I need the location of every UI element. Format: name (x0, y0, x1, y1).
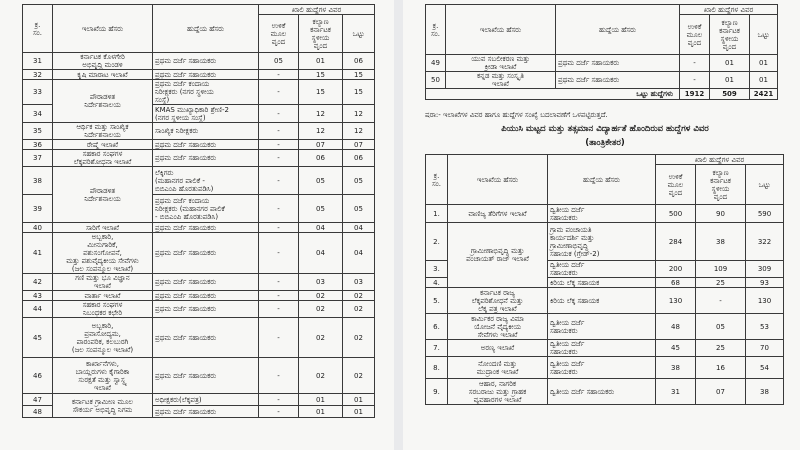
row-sl: 33 (23, 80, 53, 105)
row-total: 70 (746, 340, 784, 357)
row-dept: ಯುವ ಸಬಲೀಕರಣ ಮತ್ತು ಕ್ರೀಡಾ ಇಲಾಖೆ (446, 55, 556, 72)
table-row (426, 205, 784, 223)
row-total: 02 (343, 291, 375, 301)
row-post: ಪ್ರಥಮ ದರ್ಜೆ ಸಹಾಯಕರು (153, 406, 259, 418)
table-row (23, 274, 375, 291)
row-kk: 04 (299, 223, 343, 233)
row-dept: ಕರ್ನಾಟಕ ಗ್ರಾಮೀಣ ಮೂಲ ಸೌಕರ್ಯ ಅಭಿವೃದ್ಧಿ ನಿಗಮ (53, 394, 153, 418)
total-residual: 1912 (680, 89, 710, 100)
section-heading: ಪಿಯುಸಿ ಮಟ್ಟದ ಮತ್ತು ತತ್ಸಮಾನ ವಿದ್ಯಾರ್ಹತೆ ಹೊಂದಿರುವ ಹುದ್ದೆಗಳ ವಿವರ (501, 124, 709, 134)
row-kk: 01 (710, 72, 750, 89)
row-kk: 12 (299, 123, 343, 140)
row-residual: - (680, 55, 710, 72)
row-total: 02 (343, 358, 375, 394)
row-sl: 7. (426, 340, 448, 357)
row-dept: ಪೌರಾಡಳಿತ ನಿರ್ದೇಶನಾಲಯ (53, 80, 153, 123)
row-kk: 25 (696, 278, 746, 288)
total-row (426, 89, 778, 100)
row-kk: 01 (299, 406, 343, 418)
row-sl: 42 (23, 274, 53, 291)
row-post: ಪ್ರಥಮ ದರ್ಜೆ ಕಂದಾಯ ನಿರೀಕ್ಷಕರು (ನಗರ ಸ್ಥಳೀಯ ಸಂಸ್ಥೆ) (153, 80, 259, 105)
table-row (23, 123, 375, 140)
total-total: 2421 (750, 89, 778, 100)
row-residual: - (259, 80, 299, 105)
row-kk: 02 (299, 358, 343, 394)
row-residual: - (259, 394, 299, 406)
row-post: ಸಾಂಖ್ಯಿಕ ನಿರೀಕ್ಷಕರು (153, 123, 259, 140)
row-total: 590 (746, 205, 784, 223)
row-sl: 4. (426, 278, 448, 288)
table-row (426, 288, 784, 314)
row-post: ಅಧೀಕ್ಷಕರು(ಲೆಕ್ಕಪತ್ರ) (153, 394, 259, 406)
header-vacancy-group: ಖಾಲಿ ಹುದ್ದೆಗಳ ವಿವರ (259, 5, 375, 15)
header-vacancy-group: ಖಾಲಿ ಹುದ್ದೆಗಳ ವಿವರ (656, 155, 784, 165)
row-post: ದ್ವಿತೀಯ ದರ್ಜೆ ಸಹಾಯಕರು (548, 205, 656, 223)
table-row (23, 394, 375, 406)
row-total: 12 (343, 105, 375, 123)
table-row (426, 55, 778, 72)
row-post: ದ್ವಿತೀಯ ದರ್ಜೆ ಸಹಾಯಕರು (548, 379, 656, 405)
row-sl: 48 (23, 406, 53, 418)
row-residual: - (259, 195, 299, 223)
row-total: 02 (343, 301, 375, 318)
row-kk: 04 (299, 233, 343, 274)
row-post: KMAS ಮುಖ್ಯಾಧಿಕಾರಿ ಶ್ರೇಣಿ-2 (ನಗರ ಸ್ಥಳೀಯ ಸಂಸ್ಥೆ) (153, 105, 259, 123)
row-sl: 9. (426, 379, 448, 405)
row-residual: - (259, 274, 299, 291)
row-kk: 15 (299, 70, 343, 80)
row-post: ಪ್ರಥಮ ದರ್ಜೆ ಸಹಾಯಕರು (153, 291, 259, 301)
row-dept: ಕರ್ನಾಟಕ ರಾಜ್ಯ ಲೆಕ್ಕಪರಿಶೋಧನೆ ಮತ್ತು ಲೆಕ್ಕ ಪತ್ರ ಇಲಾಖೆ (448, 288, 548, 314)
row-sl: 39 (23, 195, 53, 223)
row-total: 309 (746, 261, 784, 278)
row-kk: 07 (299, 140, 343, 150)
row-post: ಗ್ರಾಮ ಪಂಚಾಯತಿ ಕಾರ್ಯದರ್ಶಿ ಮತ್ತು ಗ್ರಾಮೀಣಾಭಿವೃದ್ಧಿ ಸಹಾಯಕ (ಗ್ರೇಡ್-2) (548, 223, 656, 261)
row-post: ಪ್ರಥಮ ದರ್ಜೆ ಸಹಾಯಕರು (153, 140, 259, 150)
header-post: ಹುದ್ದೆಯ ಹೆಸರು (556, 5, 680, 55)
row-total: 322 (746, 223, 784, 261)
row-dept: ಕನ್ನಡ ಮತ್ತು ಸಂಸ್ಕೃತಿ ಇಲಾಖೆ (446, 72, 556, 89)
table-row (23, 140, 375, 150)
row-dept: ಕೃಷಿ ಮಾರಾಟ ಇಲಾಖೆ (53, 70, 153, 80)
row-kk: 02 (299, 291, 343, 301)
row-kk: 15 (299, 80, 343, 105)
row-residual: 200 (656, 261, 696, 278)
row-dept: ಪೌರಾಡಳಿತ ನಿರ್ದೇಶನಾಲಯ (53, 167, 153, 223)
row-total: 01 (343, 394, 375, 406)
row-residual: - (680, 72, 710, 89)
header-post: ಹುದ್ದೆಯ ಹೆಸರು (153, 5, 259, 53)
row-sl: 45 (23, 318, 53, 358)
row-sl: 32 (23, 70, 53, 80)
row-residual: 31 (656, 379, 696, 405)
row-post: ಪ್ರಥಮ ದರ್ಜೆ ಸಹಾಯಕರು (556, 55, 680, 72)
row-residual: 130 (656, 288, 696, 314)
row-kk: 90 (696, 205, 746, 223)
section-subheading: (ತಾಂತ್ರಿಕೇತರ) (585, 138, 625, 148)
row-residual: 48 (656, 314, 696, 340)
header-kk: ಕಲ್ಯಾಣ ಕರ್ನಾಟಕ ಸ್ಥಳೀಯ ವೃಂದ (696, 165, 746, 205)
table-row (23, 150, 375, 167)
row-total: 54 (746, 357, 784, 379)
header-residual: ಉಳಿಕೆ ಮೂಲ ವೃಂದ (680, 15, 710, 55)
row-sl: 1. (426, 205, 448, 223)
left-table-body (23, 53, 375, 418)
header-residual: ಉಳಿಕೆ ಮೂಲ ವೃಂದ (259, 15, 299, 53)
row-residual: - (259, 301, 299, 318)
row-kk: 02 (299, 318, 343, 358)
row-dept: ಕಾರ್ಖಾನೆಗಳು, ಬಾಯ್ಲರುಗಳು ಕೈಗಾರಿಕಾ ಸುರಕ್ಷತೆ ಮತ್ತು ಸ್ವಾಸ್ಥ್ಯ ಇಲಾಖೆ (53, 358, 153, 394)
header-vacancy-group: ಖಾಲಿ ಹುದ್ದೆಗಳ ವಿವರ (680, 5, 778, 15)
row-sl: 37 (23, 150, 53, 167)
right-bottom-body (426, 205, 784, 405)
table-row (23, 358, 375, 394)
row-dept: ಗ್ರಾಮೀಣಾಭಿವೃದ್ಧಿ ಮತ್ತು ಪಂಚಾಯತ್ ರಾಜ್ ಇಲಾಖೆ (448, 223, 548, 288)
row-residual: - (259, 233, 299, 274)
row-post: ದ್ವಿತೀಯ ದರ್ಜೆ ಸಹಾಯಕರು (548, 261, 656, 278)
row-residual: 05 (259, 53, 299, 70)
table-row (426, 223, 784, 261)
row-kk: 05 (299, 167, 343, 195)
row-residual: - (259, 105, 299, 123)
remark-note: ಷರಾ:- ಇಲಾಖೆಗಳ ವಿವರ ಹಾಗೂ ಹುದ್ದೆಗಳ ಸಂಖ್ಯೆ ಬದಲಾವಣೆಗೆ ಒಳಪಟ್ಟಿರುತ್ತದೆ. (425, 111, 608, 119)
row-dept: ಕರ್ನಾಟಕ ಕೊಳಗೇರಿ ಅಭಿವೃದ್ಧಿ ಮಂಡಳಿ (53, 53, 153, 70)
row-kk: 01 (710, 55, 750, 72)
header-kk: ಕಲ್ಯಾಣ ಕರ್ನಾಟಕ ಸ್ಥಳೀಯ ವೃಂದ (299, 15, 343, 53)
table-row (426, 314, 784, 340)
row-dept: ಅಬ್ಬಕಾರಿ, ಪ್ರವಾಸೋದ್ಯಮ, ಪಾರಂಪರಿಕ, ಕಲಬುರಗಿ (ಜಲ ಸಂಪನ್ಮೂಲ ಇಲಾಖೆ) (53, 318, 153, 358)
header-dept: ಇಲಾಖೆಯ ಹೆಸರು (53, 5, 153, 53)
right-top-body (426, 55, 778, 89)
row-total: 15 (343, 70, 375, 80)
table-row (426, 72, 778, 89)
row-post: ಪ್ರಥಮ ದರ್ಜೆ ಸಹಾಯಕರು (153, 53, 259, 70)
row-total: 01 (750, 72, 778, 89)
table-row (23, 318, 375, 358)
row-dept: ಆರ್ಥಿಕ ಮತ್ತು ಸಾಂಖ್ಯಿಕ ನಿರ್ದೇಶನಾಲಯ (53, 123, 153, 140)
row-residual: - (259, 150, 299, 167)
row-kk: - (696, 288, 746, 314)
row-dept: ಅಬ್ಬಕಾರಿ, ಮೀನುಗಾರಿಕೆ, ಪಶುಸಂಗೋಪನೆ, ಮತ್ತು ಪಶುವೈದ್ಯಕೀಯ ಸೇವೆಗಳು (ಜಲ ಸಂಪನ್ಮೂಲ ಇಲಾಖೆ) (53, 233, 153, 274)
row-sl: 47 (23, 394, 53, 406)
row-residual: - (259, 167, 299, 195)
table-row (23, 233, 375, 274)
right-top-table (425, 4, 778, 100)
row-kk: 38 (696, 223, 746, 261)
row-total: 130 (746, 288, 784, 314)
row-sl: 40 (23, 223, 53, 233)
row-post: ದ್ವಿತೀಯ ದರ್ಜೆ ಸಹಾಯಕರು (548, 340, 656, 357)
row-total: 06 (343, 53, 375, 70)
row-residual: - (259, 70, 299, 80)
row-sl: 8. (426, 357, 448, 379)
row-dept: ಗಣಿ ಮತ್ತು ಭೂ ವಿಜ್ಞಾನ ಇಲಾಖೆ (53, 274, 153, 291)
row-sl: 43 (23, 291, 53, 301)
row-total: 02 (343, 318, 375, 358)
table-row (23, 291, 375, 301)
row-residual: 38 (656, 357, 696, 379)
row-sl: 46 (23, 358, 53, 394)
row-post: ಪ್ರಥಮ ದರ್ಜೆ ಸಹಾಯಕರು (153, 274, 259, 291)
row-post: ಪ್ರಥಮ ದರ್ಜೆ ಸಹಾಯಕರು (153, 301, 259, 318)
row-post: ಪ್ರಥಮ ದರ್ಜೆ ಸಹಾಯಕರು (153, 150, 259, 167)
total-kk: 509 (710, 89, 750, 100)
row-sl: 49 (426, 55, 446, 72)
row-post: ಕಿರಿಯ ಲೆಕ್ಕ ಸಹಾಯಕ (548, 288, 656, 314)
row-kk: 01 (299, 394, 343, 406)
row-dept: ರೇಷ್ಮೆ ಇಲಾಖೆ (53, 140, 153, 150)
row-total: 03 (343, 274, 375, 291)
row-total: 12 (343, 123, 375, 140)
row-kk: 12 (299, 105, 343, 123)
row-post: ಪ್ರಥಮ ದರ್ಜೆ ಕಂದಾಯ ನಿರೀಕ್ಷಕರು (ಮಹಾನಗರ ಪಾಲಿಕೆ - ಬಿಬಿಎಂಪಿ ಹೊರತುಪಡಿಸಿ) (153, 195, 259, 223)
row-post: ಲೆಕ್ಕಿಗರು (ಮಹಾನಗರ ಪಾಲಿಕೆ - ಬಿಬಿಎಂಪಿ ಹೊರತುಪಡಿಸಿ) (153, 167, 259, 195)
row-post: ಕಿರಿಯ ಲೆಕ್ಕ ಸಹಾಯಕ (548, 278, 656, 288)
row-kk: 05 (696, 314, 746, 340)
table-row (23, 53, 375, 70)
row-post: ಪ್ರಥಮ ದರ್ಜೆ ಸಹಾಯಕರು (153, 70, 259, 80)
table-row (426, 357, 784, 379)
table-row (23, 70, 375, 80)
right-bottom-table (425, 154, 784, 405)
total-label: ಒಟ್ಟು ಹುದ್ದೆಗಳು (426, 89, 680, 100)
row-residual: - (259, 406, 299, 418)
row-post: ಪ್ರಥಮ ದರ್ಜೆ ಸಹಾಯಕರು (556, 72, 680, 89)
row-kk: 16 (696, 357, 746, 379)
row-sl: 6. (426, 314, 448, 340)
row-total: 04 (343, 223, 375, 233)
row-post: ದ್ವಿತೀಯ ದರ್ಜೆ ಸಹಾಯಕರು (548, 314, 656, 340)
row-post: ಪ್ರಥಮ ದರ್ಜೆ ಸಹಾಯಕರು (153, 318, 259, 358)
header-sl: ಕ್ರ. ಸಂ. (426, 5, 446, 55)
header-total: ಒಟ್ಟು (343, 15, 375, 53)
header-dept: ಇಲಾಖೆಯ ಹೆಸರು (448, 155, 548, 205)
header-sl: ಕ್ರ. ಸಂ. (23, 5, 53, 53)
table-row (426, 379, 784, 405)
row-total: 06 (343, 150, 375, 167)
row-total: 38 (746, 379, 784, 405)
table-row (23, 223, 375, 233)
row-kk: 01 (299, 53, 343, 70)
row-total: 53 (746, 314, 784, 340)
table-row (426, 340, 784, 357)
row-total: 04 (343, 233, 375, 274)
row-sl: 44 (23, 301, 53, 318)
row-sl: 35 (23, 123, 53, 140)
row-sl: 5. (426, 288, 448, 314)
row-residual: 284 (656, 223, 696, 261)
row-sl: 34 (23, 105, 53, 123)
row-residual: 45 (656, 340, 696, 357)
header-total: ಒಟ್ಟು (746, 165, 784, 205)
row-residual: - (259, 123, 299, 140)
row-total: 15 (343, 80, 375, 105)
header-kk: ಕಲ್ಯಾಣ ಕರ್ನಾಟಕ ಸ್ಥಳೀಯ ವೃಂದ (710, 15, 750, 55)
row-post: ದ್ವಿತೀಯ ದರ್ಜೆ ಸಹಾಯಕರು (548, 357, 656, 379)
row-dept: ಸಹಕಾರ ಸಂಘಗಳ ನಿಬಂಧಕರ ಕಛೇರಿ (53, 301, 153, 318)
row-dept: ನೋಂದಣಿ ಮತ್ತು ಮುದ್ರಾಂಕ ಇಲಾಖೆ (448, 357, 548, 379)
row-residual: - (259, 223, 299, 233)
row-sl: 2. (426, 223, 448, 261)
row-kk: 02 (299, 301, 343, 318)
row-total: 05 (343, 167, 375, 195)
row-residual: - (259, 318, 299, 358)
table-row (23, 301, 375, 318)
left-vacancy-table (22, 4, 375, 418)
row-post: ಪ್ರಥಮ ದರ್ಜೆ ಸಹಾಯಕರು (153, 358, 259, 394)
row-sl: 41 (23, 233, 53, 274)
table-row (23, 167, 375, 195)
row-dept: ವಾರ್ತಾ ಇಲಾಖೆ (53, 291, 153, 301)
row-post: ಪ್ರಥಮ ದರ್ಜೆ ಸಹಾಯಕರು (153, 233, 259, 274)
row-total: 01 (750, 55, 778, 72)
right-page (403, 0, 800, 450)
left-page (0, 0, 394, 450)
row-dept: ಸಾರಿಗೆ ಇಲಾಖೆ (53, 223, 153, 233)
row-dept: ಸಹಕಾರ ಸಂಘಗಳ ಲೆಕ್ಕಪರಿಶೋಧನಾ ಇಲಾಖೆ (53, 150, 153, 167)
row-sl: 36 (23, 140, 53, 150)
header-post: ಹುದ್ದೆಯ ಹೆಸರು (548, 155, 656, 205)
table-row (23, 80, 375, 105)
row-kk: 03 (299, 274, 343, 291)
header-dept: ಇಲಾಖೆಯ ಹೆಸರು (446, 5, 556, 55)
row-sl: 38 (23, 167, 53, 195)
row-residual: - (259, 291, 299, 301)
row-dept: ಕಾರ್ಮಿಕರ ರಾಜ್ಯ ವಿಮಾ ಯೋಜನೆ ವೈದ್ಯಕೀಯ ಸೇವೆಗಳು ಇಲಾಖೆ (448, 314, 548, 340)
header-sl: ಕ್ರ. ಸಂ. (426, 155, 448, 205)
row-kk: 05 (299, 195, 343, 223)
row-sl: 50 (426, 72, 446, 89)
row-residual: 68 (656, 278, 696, 288)
row-kk: 109 (696, 261, 746, 278)
row-total: 05 (343, 195, 375, 223)
row-dept: ಅರಣ್ಯ ಇಲಾಖೆ (448, 340, 548, 357)
row-kk: 25 (696, 340, 746, 357)
row-dept: ವಾಣಿಜ್ಯ ತೆರಿಗೆಗಳ ಇಲಾಖೆ (448, 205, 548, 223)
row-residual: - (259, 358, 299, 394)
row-sl: 3. (426, 261, 448, 278)
row-dept: ಆಹಾರ, ನಾಗರಿಕ ಸರಬರಾಜು ಮತ್ತು ಗ್ರಾಹಕ ವ್ಯವಹಾರಗಳ ಇಲಾಖೆ (448, 379, 548, 405)
row-post: ಪ್ರಥಮ ದರ್ಜೆ ಸಹಾಯಕರು (153, 223, 259, 233)
row-residual: 500 (656, 205, 696, 223)
row-residual: - (259, 140, 299, 150)
header-total: ಒಟ್ಟು (750, 15, 778, 55)
row-kk: 06 (299, 150, 343, 167)
row-kk: 07 (696, 379, 746, 405)
row-total: 07 (343, 140, 375, 150)
row-total: 01 (343, 406, 375, 418)
header-residual: ಉಳಿಕೆ ಮೂಲ ವೃಂದ (656, 165, 696, 205)
row-total: 93 (746, 278, 784, 288)
row-sl: 31 (23, 53, 53, 70)
